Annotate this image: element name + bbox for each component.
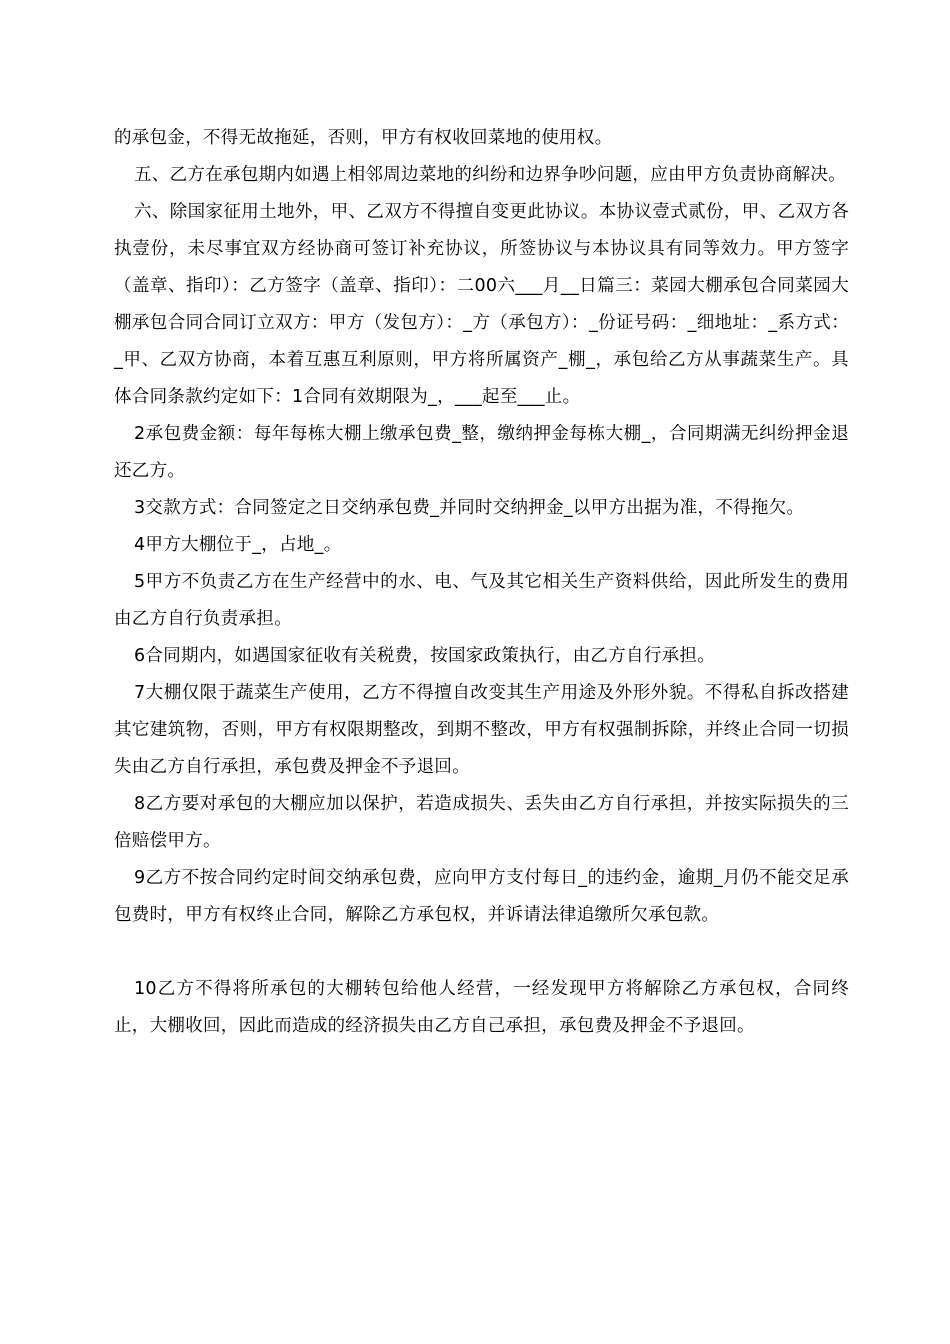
paragraph-item-5: 5甲方不负责乙方在生产经营中的水、电、气及其它相关生产资料供给，因此所发生的费用由乙方自行负责承担。 xyxy=(114,572,849,629)
paragraph-clause-5: 五、乙方在承包期内如遇上相邻周边菜地的纠纷和边界争吵问题，应由甲方负责协商解决。 xyxy=(134,165,846,185)
paragraph-item-7: 7大棚仅限于蔬菜生产使用，乙方不得擅自改变其生产用途及外形外貌。不得私自拆改搭建其它建筑物，否则，甲方有权限期整改，到期不整改，甲方有权强制拆除，并终止合同一切损失由乙方自行承担，承包费及押金不予退回。 xyxy=(114,683,849,777)
paragraph-item-3: 3交款方式：合同签定之日交纳承包费_并同时交纳押金_以甲方出据为准，不得拖欠。 xyxy=(134,498,805,518)
paragraph-item-9: 9乙方不按合同约定时间交纳承包费，应向甲方支付每日_的违约金，逾期_月仍不能交足承包费时，甲方有权终止合同，解除乙方承包权，并诉请法律追缴所欠承包款。 xyxy=(114,868,849,925)
paragraph-item-4: 4甲方大棚位于_，占地_。 xyxy=(134,535,342,555)
paragraph-item-8: 8乙方要对承包的大棚应加以保护，若造成损失、丢失由乙方自行承担，并按实际损失的三倍赔偿甲方。 xyxy=(114,794,849,851)
paragraph-item-6: 6合同期内，如遇国家征收有关税费，按国家政策执行，由乙方自行承担。 xyxy=(134,646,716,666)
paragraph-item-2: 2承包费金额：每年每栋大棚上缴承包费_整，缴纳押金每栋大棚_，合同期满无纠纷押金退还乙方。 xyxy=(114,424,849,481)
paragraph-clause-6: 六、除国家征用土地外，甲、乙双方不得擅自变更此协议。本协议壹式贰份，甲、乙双方各执壹份，未尽事宜双方经协商可签订补充协议，所签协议与本协议具有同等效力。甲方签字（盖章、指印）：乙方签字（盖章、指印）：二00六___月__日篇三：菜园大棚承包合同菜园大棚承包合同合同订立双方：甲方（发包方）：_方（承包方）：_份证号码：_细地址：_系方式：_甲、乙双方协商，本着互惠互利原则，甲方将所属资产_棚_，承包给乙方从事蔬菜生产。具体合同条款约定如下：1合同有效期限为_，___起至___止。 xyxy=(114,202,849,407)
document-body xyxy=(114,120,849,1045)
paragraph-continuation: 的承包金，不得无故拖延，否则，甲方有权收回菜地的使用权。 xyxy=(114,128,613,148)
paragraph-item-10: 10乙方不得将所承包的大棚转包给他人经营，一经发现甲方将解除乙方承包权，合同终止，大棚收回，因此而造成的经济损失由乙方自己承担，承包费及押金不予退回。 xyxy=(114,979,849,1036)
